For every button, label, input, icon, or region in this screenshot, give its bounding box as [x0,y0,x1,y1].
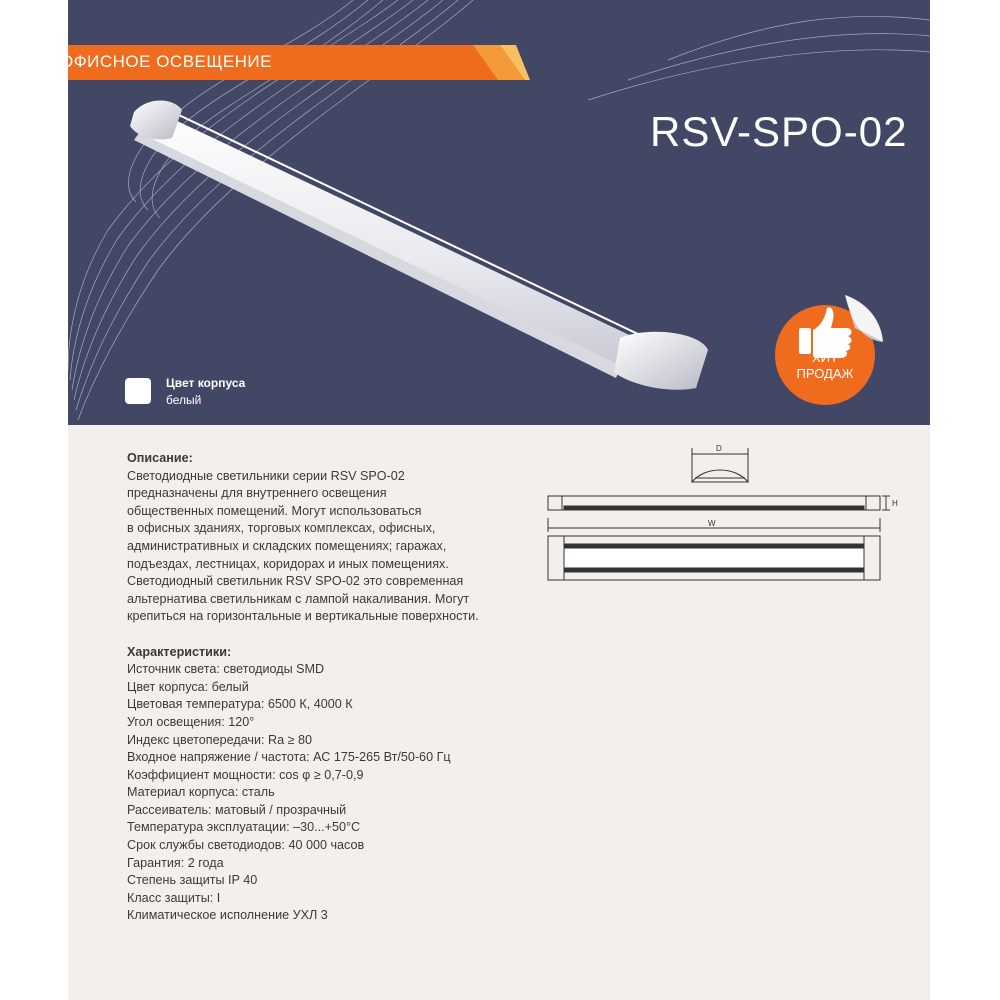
spec-item: Материал корпуса: сталь [127,785,275,800]
spec-item: Цвет корпуса: белый [127,679,249,694]
spec-item: Степень защиты IP 40 [127,873,258,888]
spec-item: Гарантия: 2 года [127,855,224,870]
dimension-h-label: H [892,499,898,508]
body-color-swatch [125,378,151,404]
spec-item: Цветовая температура: 6500 К, 4000 К [127,697,353,712]
bestseller-line: ХИТ [812,350,838,365]
description-heading: Описание: [127,451,193,465]
category-label: ОФИСНОЕ ОСВЕЩЕНИЕ [60,52,272,71]
top-view [548,536,880,580]
description-line: Светодиодные светильники серии RSV SPO-02 [127,468,405,483]
side-view [548,496,890,510]
description-line: подъездах, лестницах, коридорах и иных помещениях. [127,556,449,571]
specs-heading: Характеристики: [127,644,232,659]
dimension-w-label: W [708,519,716,528]
spec-item: Температура эксплуатации: –30...+50°С [127,820,361,835]
dimension-drawing [540,440,910,590]
spec-item: Коэффициент мощности: cos φ ≥ 0,7-0,9 [127,767,364,782]
dimension-d-label: D [716,444,722,453]
description-line: общественных помещений. Могут использоваться [127,503,422,518]
description-line: в офисных зданиях, торговых комплексах, офисных, [127,521,436,536]
description-line: альтернатива светильникам с лампой накаливания. Могут [127,591,470,606]
body-color-value: белый [166,393,202,407]
spec-item: Срок службы светодиодов: 40 000 часов [127,838,365,853]
bestseller-text [782,350,868,382]
body-color-label: Цвет корпуса [166,376,246,390]
spec-item: Климатическое исполнение УХЛ 3 [127,908,328,923]
bestseller-line: ПРОДАЖ [796,366,854,381]
description-line: Светодиодный светильник RSV SPO-02 это современная [127,574,464,589]
spec-item: Класс защиты: I [127,890,221,905]
product-description [127,450,567,925]
spec-item: Рассеиватель: матовый / прозрачный [127,802,347,817]
spec-item: Источник света: светодиоды SMD [127,662,325,677]
spec-item: Входное напряжение / частота: АС 175-265 Вт/50-60 Гц [127,750,451,765]
description-line: предназначены для внутреннего освещения [127,486,387,501]
model-title: RSV-SPO-02 [650,108,908,155]
profile-section [692,448,748,482]
description-line: крепиться на горизонтальные и вертикальные поверхности. [127,609,479,624]
spec-item: Угол освещения: 120° [127,714,255,729]
description-line: административных и складских помещениях; гаражах, [127,538,447,553]
spec-item: Индекс цветопередачи: Ra ≥ 80 [127,732,313,747]
